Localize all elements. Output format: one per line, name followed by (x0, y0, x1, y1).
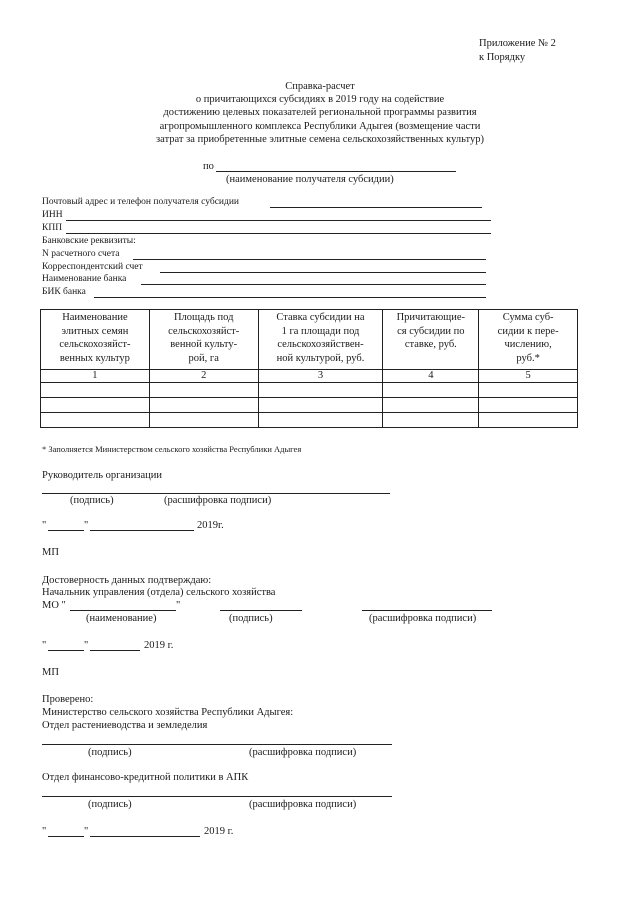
corr-account-line[interactable] (160, 272, 486, 273)
title-line: достижению целевых показателей региональной программы развития (163, 107, 477, 119)
address-line[interactable] (270, 207, 482, 208)
date-year: 2019 г. (144, 640, 174, 651)
date-day-line[interactable] (48, 836, 84, 837)
dept-finance: Отдел финансово-кредитной политики в АПК (42, 772, 249, 783)
inn-line[interactable] (66, 220, 491, 221)
table-cell[interactable] (149, 398, 258, 413)
date-month-line[interactable] (90, 650, 140, 651)
stamp-place: МП (42, 667, 59, 678)
dept1-decode-caption: (расшифровка подписи) (249, 747, 357, 758)
date-open-quote: " (42, 520, 47, 531)
mo-close-quote: " (176, 600, 181, 611)
table-cell[interactable] (383, 413, 479, 428)
title-line: Справка-расчет (285, 81, 355, 92)
confirm-name-caption: (наименование) (86, 613, 157, 624)
column-number: 5 (479, 370, 578, 383)
dept-plant-growing: Отдел растениеводства и земледелия (42, 720, 208, 731)
date-day-line[interactable] (48, 530, 84, 531)
date-year: 2019 г. (204, 826, 234, 837)
date-open-quote: " (42, 826, 47, 837)
bank-name-label: Наименование банка (42, 274, 127, 284)
recipient-name-line[interactable] (216, 171, 456, 172)
dept2-sign-caption: (подпись) (88, 799, 132, 810)
dept1-sign-line[interactable] (42, 744, 392, 745)
mo-prefix: МО " (42, 600, 66, 611)
bank-name-line[interactable] (141, 284, 486, 285)
recipient-prefix: по (203, 161, 214, 172)
table-row (41, 383, 578, 398)
bik-label: БИК банка (42, 287, 86, 297)
recipient-caption: (наименование получателя субсидии) (226, 174, 394, 185)
table-header-row (41, 310, 578, 370)
inn-label: ИНН (42, 210, 63, 220)
confirm-decode-caption: (расшифровка подписи) (369, 613, 477, 624)
dept2-decode-caption: (расшифровка подписи) (249, 799, 357, 810)
bik-line[interactable] (94, 297, 486, 298)
confirm-position: Начальник управления (отдела) сельского хозяйства (42, 587, 276, 598)
confirm-decode-line[interactable] (362, 610, 492, 611)
date-close-quote: " (84, 640, 89, 651)
table-cell[interactable] (41, 398, 150, 413)
confirm-sign-line[interactable] (220, 610, 302, 611)
date-year: 2019г. (197, 520, 224, 531)
appendix-reference: к Порядку (479, 52, 526, 63)
table-cell[interactable] (479, 383, 578, 398)
column-number: 2 (149, 370, 258, 383)
document-title (0, 80, 640, 146)
head-org-decode-caption: (расшифровка подписи) (164, 495, 272, 506)
table-cell[interactable] (149, 383, 258, 398)
subsidy-table (40, 309, 578, 428)
ministry-name: Министерство сельского хозяйства Республики Адыгея: (42, 707, 294, 718)
footnote: * Заполняется Министерством сельского хозяйства Республики Адыгея (42, 444, 302, 454)
bank-details-label: Банковские реквизиты: (42, 236, 136, 246)
checked-title: Проверено: (42, 694, 94, 705)
column-number: 4 (383, 370, 479, 383)
date-close-quote: " (84, 520, 89, 531)
table-cell[interactable] (41, 413, 150, 428)
address-label: Почтовый адрес и телефон получателя субсидии (42, 197, 240, 207)
mo-name-line[interactable] (70, 610, 176, 611)
table-cell[interactable] (479, 398, 578, 413)
title-line: агропромышленного комплекса Республики Адыгея (возмещение части (159, 120, 481, 132)
confirm-title: Достоверность данных подтверждаю: (42, 575, 212, 586)
table-cell[interactable] (383, 383, 479, 398)
confirm-sign-caption: (подпись) (229, 613, 273, 624)
table-number-row (41, 370, 578, 383)
date-month-line[interactable] (90, 530, 194, 531)
header-cell-rate: Ставка субсидии на 1 га площади под сельскохозяйствен- ной культурой, руб. (258, 310, 383, 370)
date-open-quote: " (42, 640, 47, 651)
corr-account-label: Корреспондентский счет (42, 262, 143, 272)
title-line: затрат за приобретенные элитные семена сельскохозяйственных культур) (156, 133, 484, 145)
date-close-quote: " (84, 826, 89, 837)
date-day-line[interactable] (48, 650, 84, 651)
kpp-label: КПП (42, 223, 63, 233)
title-line: о причитающихся субсидиях в 2019 году на содействие (195, 94, 445, 106)
header-cell-due: Причитающие- ся субсидии по ставке, руб. (383, 310, 479, 370)
column-number: 3 (258, 370, 383, 383)
kpp-line[interactable] (66, 233, 491, 234)
date-month-line[interactable] (90, 836, 200, 837)
table-cell[interactable] (41, 383, 150, 398)
table-cell[interactable] (258, 383, 383, 398)
table-cell[interactable] (258, 413, 383, 428)
table-cell[interactable] (479, 413, 578, 428)
table-cell[interactable] (383, 398, 479, 413)
account-label: N расчетного счета (42, 249, 120, 259)
header-cell-area: Площадь под сельскохозяйст- венной культу- рой, га (149, 310, 258, 370)
header-cell-seeds: Наименование элитных семян сельскохозяйст- венных культур (41, 310, 150, 370)
appendix-number: Приложение № 2 (479, 38, 556, 49)
dept1-sign-caption: (подпись) (88, 747, 132, 758)
table-cell[interactable] (149, 413, 258, 428)
header-cell-transfer: Сумма суб- сидии к пере- числению, руб.* (479, 310, 578, 370)
account-line[interactable] (133, 259, 486, 260)
head-org-title: Руководитель организации (42, 470, 162, 481)
table-row (41, 398, 578, 413)
stamp-place: МП (42, 547, 59, 558)
table-row (41, 413, 578, 428)
head-org-sign-caption: (подпись) (70, 495, 114, 506)
column-number: 1 (41, 370, 150, 383)
head-org-sign-line[interactable] (42, 493, 390, 494)
dept2-sign-line[interactable] (42, 796, 392, 797)
table-cell[interactable] (258, 398, 383, 413)
